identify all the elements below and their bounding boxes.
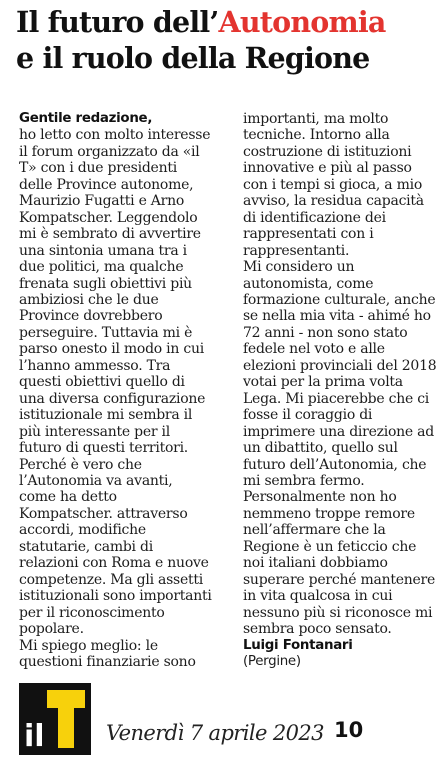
letter-text-line: una diversa configurazione [19,390,206,407]
letter-text-line: fosse il coraggio di [243,407,373,424]
headline-line-2: e il ruolo della Regione [16,41,370,75]
letter-text-line: ho letto con molto interesse [19,127,211,144]
letter-text-line: competenze. Ma gli assetti [19,571,204,588]
article-headline [16,4,436,76]
letter-text-line: formazione culturale, anche [243,291,436,308]
letter-text-line: relazioni con Roma e nuove [19,555,209,572]
letter-text-line: autonomista, come [243,275,374,292]
letter-text-line: istituzionali sono importanti [19,588,212,605]
letter-body-right [243,111,443,638]
letter-text-line: delle Province autonome, [19,176,194,193]
letter-text-line: innovative e più al passo [243,160,412,177]
letter-text-line: Mi spiego meglio: le [19,637,158,654]
letter-text-line: votai per la prima volta [243,374,403,391]
logo-text: il [24,719,45,754]
letter-text-line: 72 anni - non sono stato [243,324,408,341]
letter-text-line: Lega. Mi piacerebbe che ci [243,390,430,407]
letter-text-line: T» con i due presidenti [19,160,177,177]
letter-text-line: rappresentanti. [243,242,350,259]
headline-prefix: Il futuro dell’ [16,5,219,39]
letter-text-line: Province dovrebbero [19,308,163,325]
letter-text-line: perseguire. Tuttavia mi è [19,324,193,341]
letter-text-line: statutarie, cambi di [19,538,153,555]
letter-text-line: fedele nel voto e alle [243,341,385,358]
letter-text-line: tecniche. Intorno alla [243,127,390,144]
letter-text-line: popolare. [19,621,84,638]
headline-accent-word: Autonomia [218,5,386,39]
letter-text-line: più interessante per il [19,423,170,440]
letter-text-line: nell’affermare che la [243,522,386,539]
letter-text-line: imprimere una direzione ad [243,423,434,440]
letter-salutation: Gentile redazione, [19,111,153,126]
letter-text-line: noi italiani dobbiamo [243,555,388,572]
headline-line-1 [16,4,436,40]
letter-text-line: Mi considero un [243,259,355,276]
letter-text-line: frenata sugli obiettivi più [19,275,192,292]
letter-text-line: rappresentati con i [243,226,374,243]
letter-text-line: di identificazione dei [243,209,386,226]
letter-text-line: sembra poco sensato. [243,621,392,638]
il-t-logo-icon [19,683,91,755]
letter-text-line: parso onesto il modo in cui [19,341,204,358]
letter-text-line: un dibattito, quello sul [243,440,398,457]
letter-text-line: il forum organizzato da «il [19,143,200,160]
page-number: 10 [334,718,364,742]
letter-text-line: questioni finanziarie sono [19,653,196,670]
letter-text-line: nessuno più si riconosce mi [243,604,433,621]
letter-text-line: questi obiettivi quello di [19,374,185,391]
letter-text-line: Kompatscher. attraverso [19,505,188,522]
letter-text-line: in vita qualcosa in cui [243,588,393,605]
letter-text-line: se nella mia vita - ahimé ho [243,308,431,325]
letter-text-line: Regione è un feticcio che [243,538,417,555]
letter-text-line: avviso, la residua capacità [243,193,424,210]
letter-text-line: istituzionale mi sembra il [19,407,193,424]
letter-text-line: futuro di questi territori. [19,440,189,457]
letter-text-line: accordi, modifiche [19,522,146,539]
letter-text-line: l’Autonomia va avanti, [19,472,173,489]
letter-text-line: mi sembra fermo. [243,472,365,489]
letter-body-left [19,127,229,670]
letter-place: (Pergine) [243,653,301,669]
letter-text-line: Perché è vero che [19,456,142,473]
letter-column-right [243,111,443,670]
letter-text-line: per il riconoscimento [19,604,165,621]
letter-signature: Luigi Fontanari [243,637,353,653]
letter-text-line: Maurizio Fugatti e Arno [19,193,185,210]
letter-text-line: una sintonia umana tra i [19,242,187,259]
letter-text-line: ambiziosi che le due [19,291,159,308]
letter-text-line: due politici, ma qualche [19,259,184,276]
letter-text-line: costruzione di istituzioni [243,143,412,160]
letter-text-line: come ha detto [19,489,117,506]
letter-text-line: superare perché mantenere [243,571,436,588]
letter-text-line: con i tempi si gioca, a mio [243,176,423,193]
issue-date: Venerdì 7 aprile 2023 [106,721,324,745]
letter-text-line: elezioni provinciali del 2018 [243,357,437,374]
letter-text-line: Personalmente non ho [243,489,397,506]
letter-text-line: mi è sembrato di avvertire [19,226,201,243]
letter-text-line: nemmeno troppe remore [243,505,415,522]
letter-text-line: Kompatscher. Leggendolo [19,209,198,226]
letter-text-line: l’hanno ammesso. Tra [19,357,171,374]
letter-text-line: importanti, ma molto [243,111,389,127]
letter-column-left [19,111,229,670]
letter-text-line: futuro dell’Autonomia, che [243,456,427,473]
